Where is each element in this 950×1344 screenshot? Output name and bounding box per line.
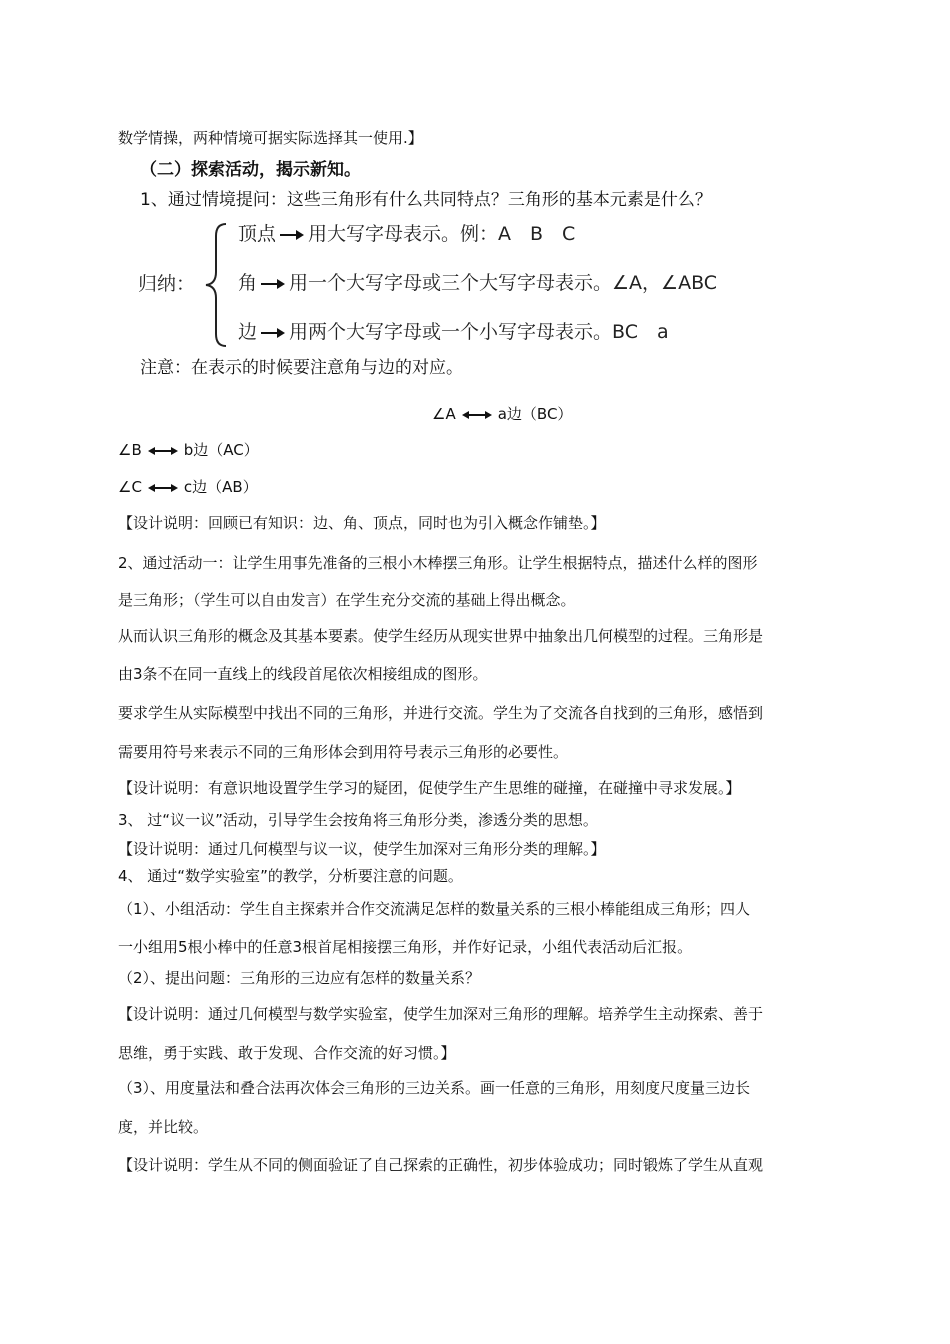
summary-label: 归纳： [138,273,196,295]
paragraph-7-line-2: 一小组用5根小棒中的任意3根首尾相接摆三角形，并作好记录，小组代表活动后汇报。 [118,938,693,956]
paragraph-7-line-1: （1）、小组活动：学生自主探索并合作交流满足怎样的数量关系的三根小棒能组成三角形；四人 [118,900,751,918]
design-note-3: 【设计说明：通过几何模型与议一议，使学生加深对三角形分类的理解。】 [118,840,606,858]
paragraph-9-line-1: （3）、用度量法和叠合法再次体会三角形的三边关系。画一任意的三角形，用刻度尺度量三边长 [118,1079,751,1097]
section-heading: （二）探索活动，揭示新知。 [140,160,361,180]
paragraph-4-line-2: 需要用符号来表示不同的三角形体会到用符号表示三角形的必要性。 [118,743,569,761]
correspondence-a [432,404,572,424]
paragraph-3-line-1: 从而认识三角形的概念及其基本要素。使学生经历从现实世界中抽象出几何模型的过程。三角形是 [118,627,764,645]
vertex-row [238,222,575,246]
right-arrow-icon [261,328,285,338]
design-note-1: 【设计说明：回顾已有知识：边、角、顶点，同时也为引入概念作铺垫。】 [118,514,606,532]
vertex-desc: 用大写字母表示。例：A B C [308,223,576,245]
correspondence-c [118,477,258,497]
double-arrow-icon [462,410,492,420]
design-note-2: 【设计说明：有意识地设置学生学习的疑团，促使学生产生思维的碰撞，在碰撞中寻求发展。】 [118,779,741,797]
note-text: 注意：在表示的时候要注意角与边的对应。 [140,358,463,378]
paragraph-9-line-2: 度，并比较。 [118,1118,209,1136]
angle-a: ∠A [432,405,456,423]
angle-row [238,271,717,295]
paragraph-6: 4、 通过“数学实验室”的教学，分析要注意的问题。 [118,867,463,885]
correspondence-b [118,440,259,460]
design-note-4-line-2: 思维，勇于实践、敢于发现、合作交流的好习惯。】 [118,1044,456,1062]
design-note-4-line-1: 【设计说明：通过几何模型与数学实验室，使学生加深对三角形的理解。培养学生主动探索、善于 [118,1005,764,1023]
paragraph-5: 3、 过“议一议”活动，引导学生会按角将三角形分类，渗透分类的思想。 [118,811,598,829]
right-arrow-icon [280,230,304,240]
angle-b: ∠B [118,441,142,459]
side-c: c边（AB） [183,478,258,496]
paragraph-4-line-1: 要求学生从实际模型中找出不同的三角形，并进行交流。学生为了交流各自找到的三角形，感悟到 [118,704,764,722]
paragraph-8: （2）、提出问题：三角形的三边应有怎样的数量关系？ [118,969,481,987]
angle-c: ∠C [118,478,142,496]
intro-tail-text: 数学情操，两种情境可据实际选择其一使用.】 [118,129,423,147]
side-a: a边（BC） [497,405,573,423]
paragraph-3-line-2: 由3条不在同一直线上的线段首尾依次相接组成的图形。 [118,665,488,683]
side-row [238,320,669,344]
angle-term: 角 [238,272,258,294]
paragraph-2-line-2: 是三角形；（学生可以自由发言）在学生充分交流的基础上得出概念。 [118,591,576,609]
design-note-5: 【设计说明：学生从不同的侧面验证了自己探索的正确性，初步体验成功；同时锻炼了学生从直观 [118,1156,764,1174]
side-desc: 用两个大写字母或一个小写字母表示。BC a [289,321,669,343]
angle-desc: 用一个大写字母或三个大写字母表示。∠A，∠ABC [289,272,718,294]
side-term: 边 [238,321,258,343]
curly-brace [200,222,230,348]
right-arrow-icon [261,279,285,289]
double-arrow-icon [148,446,178,456]
paragraph-2-line-1: 2、通过活动一：让学生用事先准备的三根小木棒摆三角形。让学生根据特点，描述什么样的图形 [118,554,758,572]
side-b: b边（AC） [183,441,259,459]
question-1: 1、通过情境提问：这些三角形有什么共同特点？三角形的基本元素是什么？ [140,190,712,210]
vertex-term: 顶点 [238,223,277,245]
double-arrow-icon [148,483,178,493]
